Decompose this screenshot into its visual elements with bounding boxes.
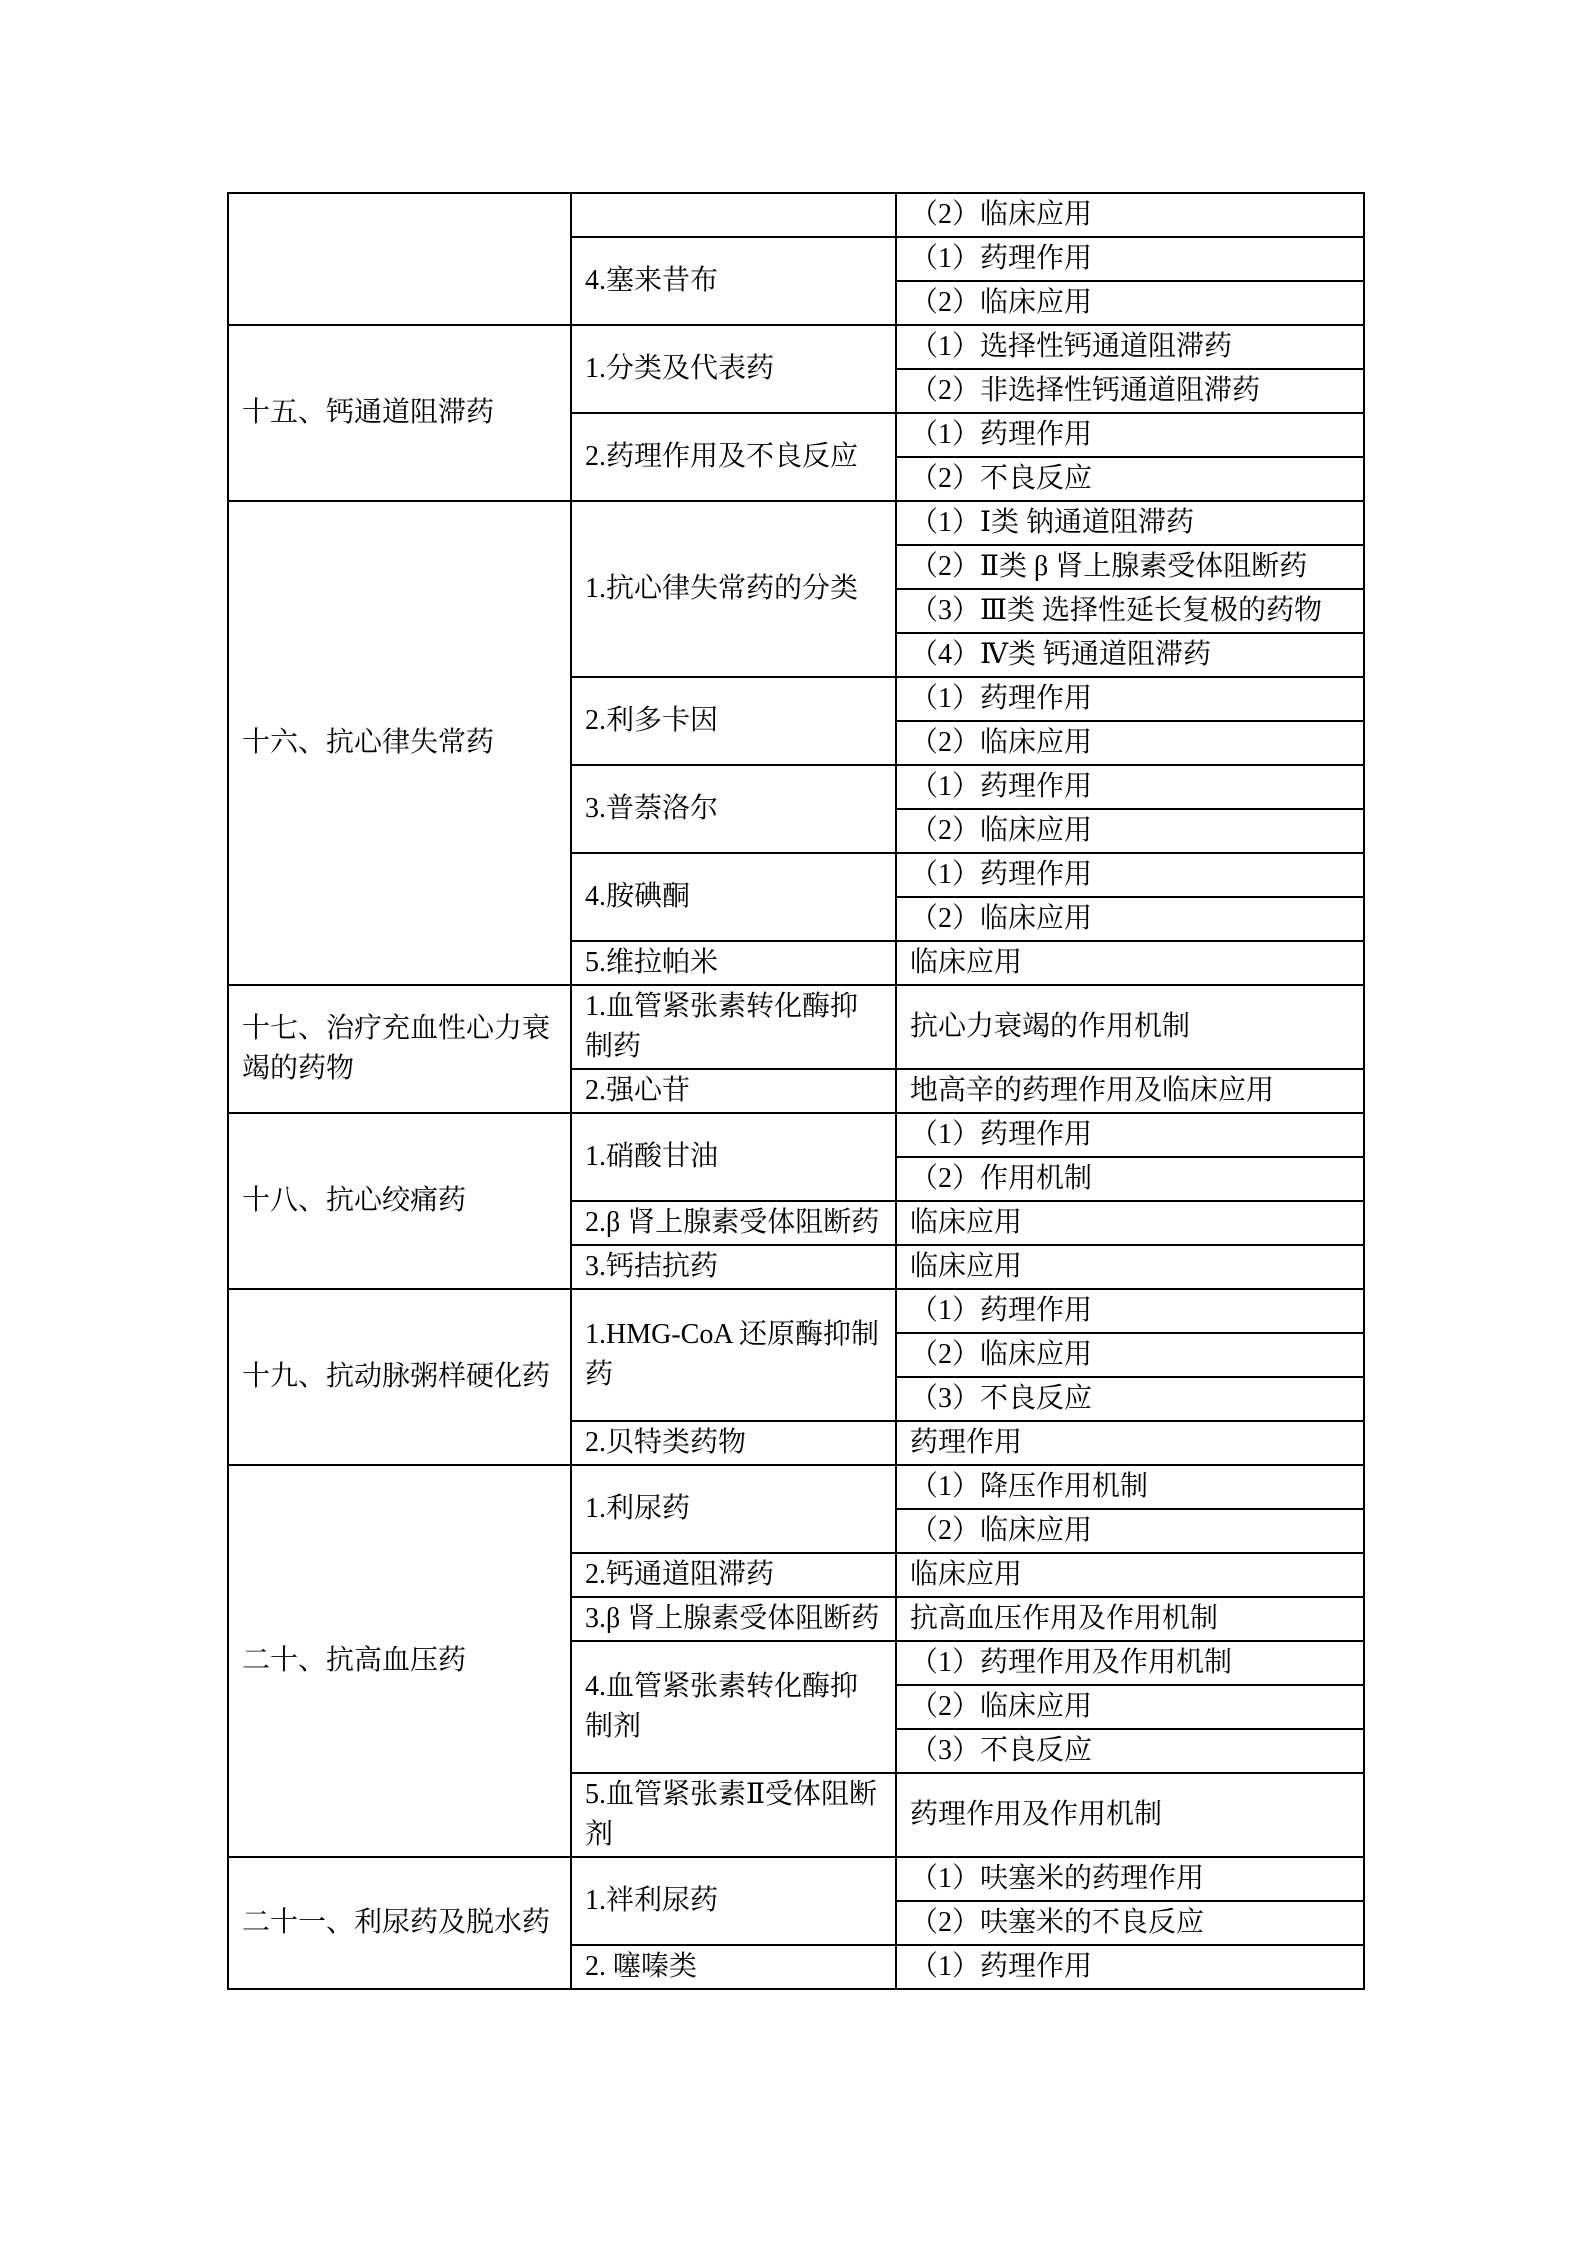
topic-cell: 1.利尿药 xyxy=(571,1465,896,1553)
detail-cell: （2）临床应用 xyxy=(896,809,1364,853)
syllabus-table-body xyxy=(228,193,1364,1989)
detail-cell: 临床应用 xyxy=(896,1201,1364,1245)
detail-cell: （2）作用机制 xyxy=(896,1157,1364,1201)
detail-cell: （2）临床应用 xyxy=(896,193,1364,237)
detail-cell: （3）不良反应 xyxy=(896,1377,1364,1421)
topic-cell: 5.血管紧张素Ⅱ受体阻断剂 xyxy=(571,1773,896,1857)
topic-cell: 1.抗心律失常药的分类 xyxy=(571,501,896,677)
topic-cell: 1.血管紧张素转化酶抑制药 xyxy=(571,985,896,1069)
chapter-cell: 二十一、利尿药及脱水药 xyxy=(228,1857,571,1989)
detail-cell: （4）Ⅳ类 钙通道阻滞药 xyxy=(896,633,1364,677)
topic-cell: 5.维拉帕米 xyxy=(571,941,896,985)
detail-cell: （2）非选择性钙通道阻滞药 xyxy=(896,369,1364,413)
topic-cell: 3.钙拮抗药 xyxy=(571,1245,896,1289)
topic-cell xyxy=(571,193,896,237)
chapter-cell: 十八、抗心绞痛药 xyxy=(228,1113,571,1289)
topic-cell: 2. 噻嗪类 xyxy=(571,1945,896,1989)
detail-cell: 药理作用及作用机制 xyxy=(896,1773,1364,1857)
detail-cell: （3）Ⅲ类 选择性延长复极的药物 xyxy=(896,589,1364,633)
detail-cell: 地高辛的药理作用及临床应用 xyxy=(896,1069,1364,1113)
topic-cell: 2.贝特类药物 xyxy=(571,1421,896,1465)
detail-cell: 临床应用 xyxy=(896,1553,1364,1597)
detail-cell: 临床应用 xyxy=(896,1245,1364,1289)
topic-cell: 1.袢利尿药 xyxy=(571,1857,896,1945)
chapter-cell: 二十、抗高血压药 xyxy=(228,1465,571,1857)
chapter-cell: 十五、钙通道阻滞药 xyxy=(228,325,571,501)
detail-cell: （2）临床应用 xyxy=(896,1333,1364,1377)
detail-cell: （2）不良反应 xyxy=(896,457,1364,501)
table-row xyxy=(228,1465,1364,1509)
detail-cell: （1）降压作用机制 xyxy=(896,1465,1364,1509)
topic-cell: 2.强心苷 xyxy=(571,1069,896,1113)
chapter-cell xyxy=(228,193,571,325)
table-row xyxy=(228,325,1364,369)
table-row xyxy=(228,1857,1364,1901)
detail-cell: 临床应用 xyxy=(896,941,1364,985)
syllabus-table xyxy=(227,192,1365,1990)
detail-cell: （2）呋塞米的不良反应 xyxy=(896,1901,1364,1945)
detail-cell: 药理作用 xyxy=(896,1421,1364,1465)
table-row xyxy=(228,193,1364,237)
detail-cell: （1）药理作用 xyxy=(896,677,1364,721)
topic-cell: 2.利多卡因 xyxy=(571,677,896,765)
detail-cell: （1）药理作用 xyxy=(896,853,1364,897)
detail-cell: （1）药理作用 xyxy=(896,765,1364,809)
detail-cell: （2）临床应用 xyxy=(896,281,1364,325)
detail-cell: （1）Ⅰ类 钠通道阻滞药 xyxy=(896,501,1364,545)
topic-cell: 1.硝酸甘油 xyxy=(571,1113,896,1201)
detail-cell: （2）临床应用 xyxy=(896,721,1364,765)
table-row xyxy=(228,1289,1364,1333)
detail-cell: （2）临床应用 xyxy=(896,1509,1364,1553)
detail-cell: 抗心力衰竭的作用机制 xyxy=(896,985,1364,1069)
detail-cell: （1）呋塞米的药理作用 xyxy=(896,1857,1364,1901)
table-row xyxy=(228,1113,1364,1157)
topic-cell: 3.普萘洛尔 xyxy=(571,765,896,853)
detail-cell: （2）临床应用 xyxy=(896,1685,1364,1729)
chapter-cell: 十六、抗心律失常药 xyxy=(228,501,571,985)
topic-cell: 4.塞来昔布 xyxy=(571,237,896,325)
topic-cell: 3.β 肾上腺素受体阻断药 xyxy=(571,1597,896,1641)
topic-cell: 1.分类及代表药 xyxy=(571,325,896,413)
detail-cell: （2）临床应用 xyxy=(896,897,1364,941)
topic-cell: 2.β 肾上腺素受体阻断药 xyxy=(571,1201,896,1245)
detail-cell: 抗高血压作用及作用机制 xyxy=(896,1597,1364,1641)
topic-cell: 1.HMG-CoA 还原酶抑制药 xyxy=(571,1289,896,1421)
detail-cell: （1）药理作用 xyxy=(896,413,1364,457)
topic-cell: 4.血管紧张素转化酶抑制剂 xyxy=(571,1641,896,1773)
detail-cell: （1）药理作用及作用机制 xyxy=(896,1641,1364,1685)
detail-cell: （1）药理作用 xyxy=(896,1289,1364,1333)
chapter-cell: 十七、治疗充血性心力衰竭的药物 xyxy=(228,985,571,1113)
table-row xyxy=(228,501,1364,545)
topic-cell: 4.胺碘酮 xyxy=(571,853,896,941)
detail-cell: （1）药理作用 xyxy=(896,237,1364,281)
detail-cell: （2）Ⅱ类 β 肾上腺素受体阻断药 xyxy=(896,545,1364,589)
detail-cell: （1）药理作用 xyxy=(896,1945,1364,1989)
table-row xyxy=(228,985,1364,1069)
detail-cell: （1）选择性钙通道阻滞药 xyxy=(896,325,1364,369)
topic-cell: 2.药理作用及不良反应 xyxy=(571,413,896,501)
chapter-cell: 十九、抗动脉粥样硬化药 xyxy=(228,1289,571,1465)
detail-cell: （3）不良反应 xyxy=(896,1729,1364,1773)
topic-cell: 2.钙通道阻滞药 xyxy=(571,1553,896,1597)
detail-cell: （1）药理作用 xyxy=(896,1113,1364,1157)
